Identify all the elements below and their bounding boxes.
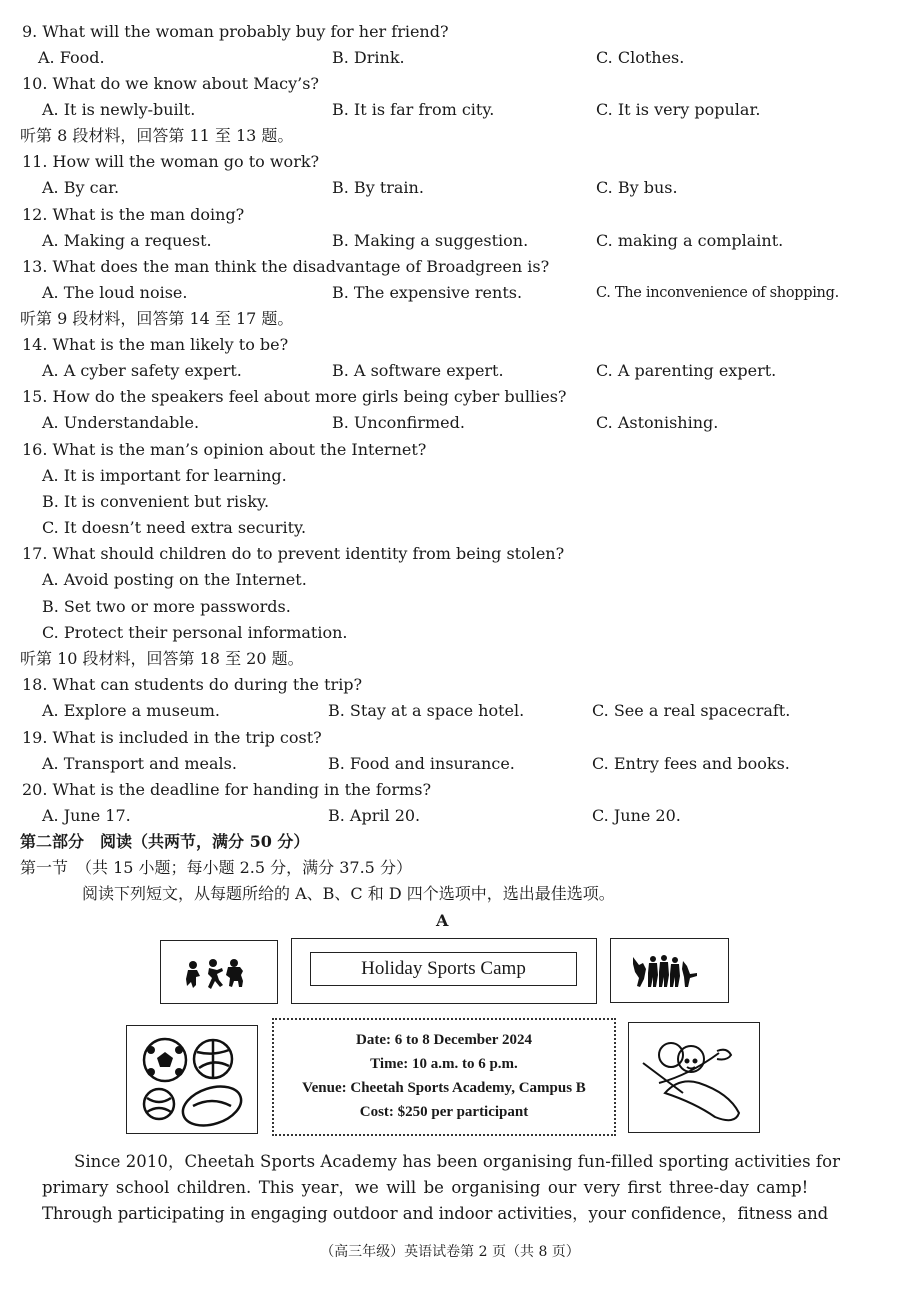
- reading-directions: 阅读下列短文，从每题所给的 A、B、C 和 D 四个选项中，选出最佳选项。: [82, 884, 615, 903]
- question-20: 20. What is the deadline for handing in the forms?: [22, 780, 432, 799]
- option-14b: B. A software expert.: [332, 361, 504, 380]
- cheering-group-icon: [611, 939, 727, 1001]
- option-20a: A. June 17.: [42, 806, 131, 825]
- option-17b: B. Set two or more passwords.: [42, 597, 291, 616]
- option-19a: A. Transport and meals.: [42, 754, 237, 773]
- page-footer: （高三年级）英语试卷第 2 页（共 8 页）: [320, 1244, 580, 1260]
- question-18: 18. What can students do during the trip?: [22, 675, 363, 694]
- option-15a: A. Understandable.: [42, 413, 200, 432]
- option-16a: A. It is important for learning.: [42, 466, 287, 485]
- option-13c: C. The inconvenience of shopping.: [596, 285, 839, 301]
- option-9b: B. Drink.: [332, 48, 405, 67]
- poster-venue: Venue: Cheetah Sports Academy, Campus B: [302, 1080, 586, 1096]
- option-19b: B. Food and insurance.: [328, 754, 515, 773]
- question-11: 11. How will the woman go to work?: [22, 152, 320, 171]
- question-10: 10. What do we know about Macy’s?: [22, 74, 319, 93]
- option-20c: C. June 20.: [592, 806, 681, 825]
- option-13b: B. The expensive rents.: [332, 283, 523, 302]
- passage-line-3: Through participating in engaging outdoor and indoor activities，your confidence，fitness and: [42, 1204, 829, 1223]
- question-17: 17. What should children do to prevent identity from being stolen?: [22, 544, 565, 563]
- instruction-segment-10: 听第 10 段材料，回答第 18 至 20 题。: [20, 649, 304, 668]
- option-16c: C. It doesn’t need extra security.: [42, 518, 307, 537]
- passage-label: A: [436, 911, 449, 930]
- cheering-group-image: [610, 938, 729, 1003]
- option-12c: C. making a complaint.: [596, 231, 784, 250]
- section-1-heading: 第一节 （共 15 小题；每小题 2.5 分，满分 37.5 分）: [20, 858, 412, 877]
- running-children-icon: [161, 941, 276, 1002]
- passage-line-1: Since 2010，Cheetah Sports Academy has been organising fun-filled sporting activities for: [74, 1152, 841, 1171]
- instruction-segment-9: 听第 9 段材料，回答第 14 至 17 题。: [20, 309, 294, 328]
- question-13: 13. What does the man think the disadvantage of Broadgreen is?: [22, 257, 550, 276]
- option-17a: A. Avoid posting on the Internet.: [42, 570, 307, 589]
- option-12b: B. Making a suggestion.: [332, 231, 529, 250]
- poster-cost: Cost: $250 per participant: [359, 1104, 529, 1120]
- option-17c: C. Protect their personal information.: [42, 623, 348, 642]
- option-10c: C. It is very popular.: [596, 100, 761, 119]
- option-20b: B. April 20.: [328, 806, 421, 825]
- poster-title-frame: [291, 938, 597, 1004]
- running-children-image: [160, 940, 278, 1004]
- option-11a: A. By car.: [42, 178, 120, 197]
- question-12: 12. What is the man doing?: [22, 205, 245, 224]
- kayaking-kids-image: [628, 1022, 760, 1133]
- question-19: 19. What is included in the trip cost?: [22, 728, 322, 747]
- poster-time: Time: 10 a.m. to 6 p.m.: [370, 1056, 518, 1072]
- question-16: 16. What is the man’s opinion about the Internet?: [22, 440, 427, 459]
- option-19c: C. Entry fees and books.: [592, 754, 790, 773]
- part-2-heading: 第二部分 阅读（共两节，满分 50 分）: [20, 832, 310, 851]
- option-11c: C. By bus.: [596, 178, 678, 197]
- option-13a: A. The loud noise.: [42, 283, 188, 302]
- poster-info-box: [272, 1018, 616, 1136]
- poster-title: Holiday Sports Camp: [310, 952, 577, 986]
- passage-line-2: primary school children. This year，we will be organising our very first three-day camp!: [42, 1178, 809, 1197]
- option-15b: B. Unconfirmed.: [332, 413, 465, 432]
- kayaking-kids-icon: [629, 1023, 758, 1131]
- sports-balls-icon: [127, 1026, 256, 1132]
- option-14c: C. A parenting expert.: [596, 361, 777, 380]
- option-12a: A. Making a request.: [42, 231, 212, 250]
- option-11b: B. By train.: [332, 178, 424, 197]
- option-16b: B. It is convenient but risky.: [42, 492, 270, 511]
- poster-date: Date: 6 to 8 December 2024: [356, 1032, 532, 1048]
- instruction-segment-8: 听第 8 段材料，回答第 11 至 13 题。: [20, 126, 294, 145]
- question-15: 15. How do the speakers feel about more girls being cyber bullies?: [22, 387, 567, 406]
- option-10b: B. It is far from city.: [332, 100, 495, 119]
- sports-balls-image: [126, 1025, 258, 1134]
- option-9c: C. Clothes.: [596, 48, 685, 67]
- question-9: 9. What will the woman probably buy for her friend?: [22, 22, 449, 41]
- option-18b: B. Stay at a space hotel.: [328, 701, 525, 720]
- option-18a: A. Explore a museum.: [42, 701, 220, 720]
- option-9a: A. Food.: [38, 48, 105, 67]
- option-15c: C. Astonishing.: [596, 413, 719, 432]
- option-10a: A. It is newly-built.: [42, 100, 196, 119]
- question-14: 14. What is the man likely to be?: [22, 335, 289, 354]
- option-18c: C. See a real spacecraft.: [592, 701, 791, 720]
- passage-paragraph: [42, 1149, 844, 1227]
- option-14a: A. A cyber safety expert.: [42, 361, 242, 380]
